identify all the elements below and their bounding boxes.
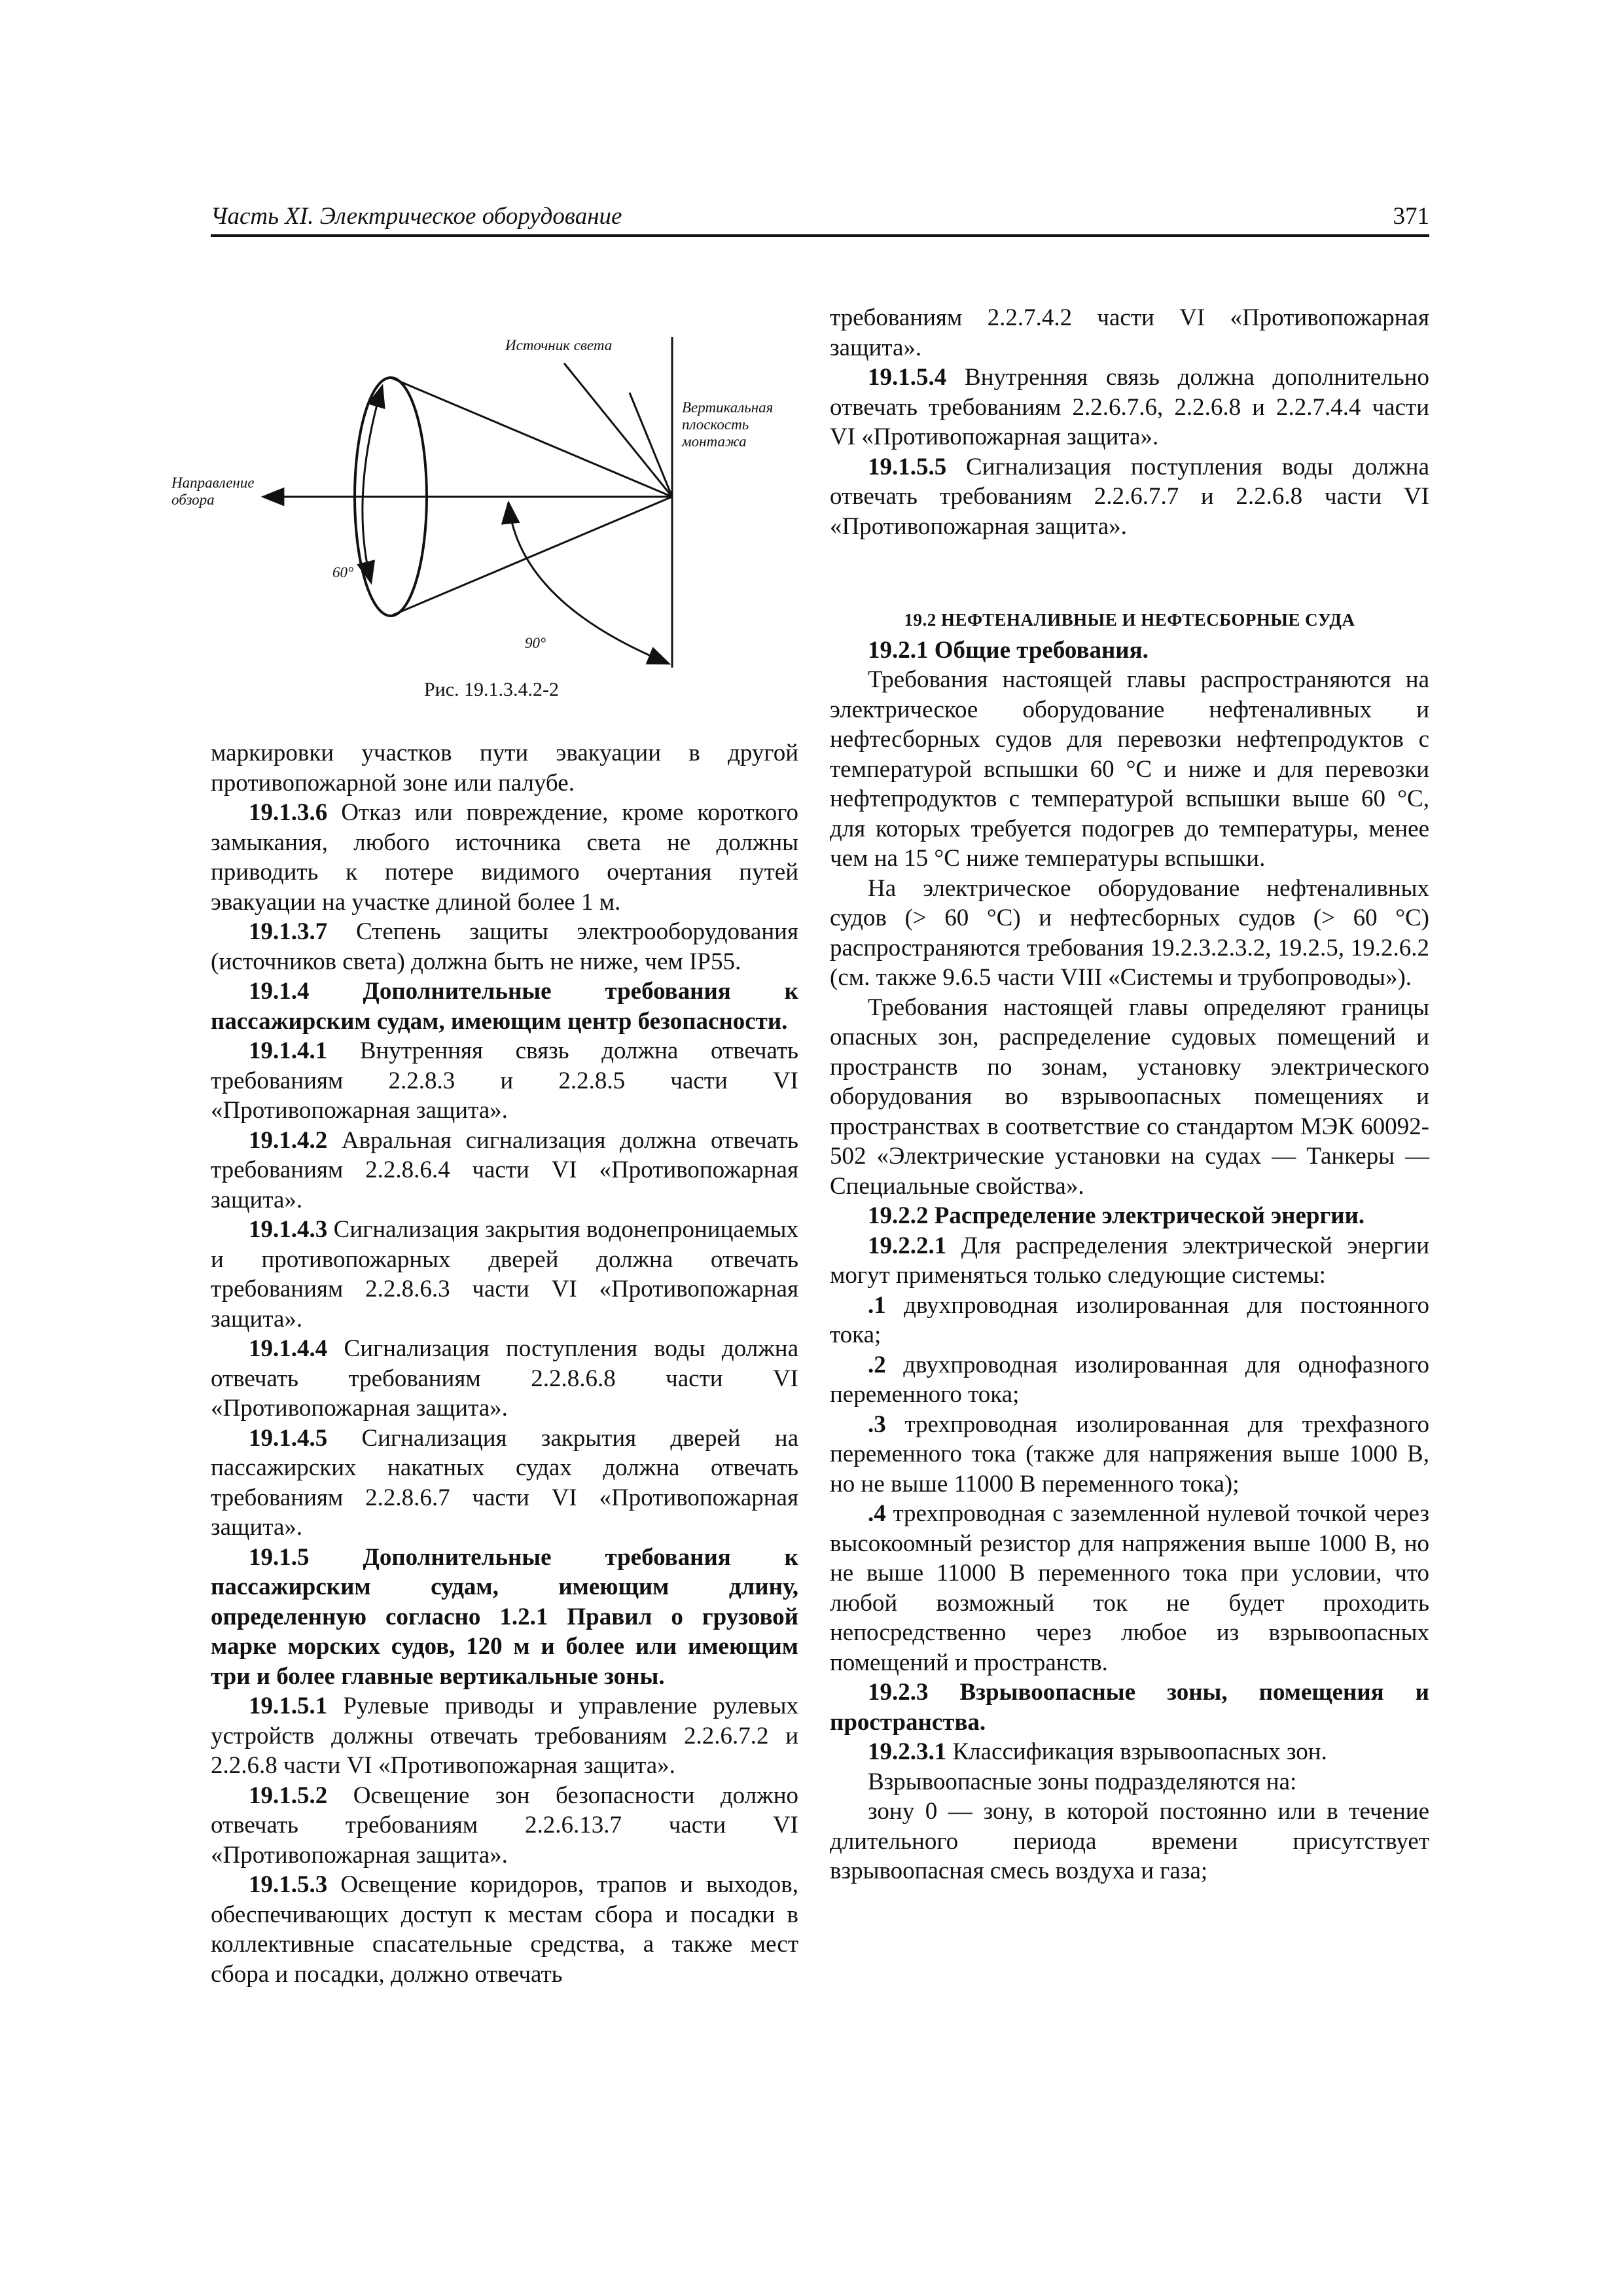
paragraph [211, 798, 798, 917]
clause-number: 19.1.5.2 [249, 1782, 328, 1809]
paragraph [830, 993, 1429, 1202]
paragraph [211, 917, 798, 977]
paragraph-text: Сигнализация поступления воды должна отвечать требованиям 2.2.8.6.8 части VI «Противопожарная защита». [211, 1335, 798, 1422]
paragraph [211, 1126, 798, 1215]
paragraph [830, 1767, 1429, 1797]
paragraph [211, 1424, 798, 1543]
paragraph [830, 1410, 1429, 1499]
page-number: 371 [1393, 203, 1429, 230]
paragraph-text: Требования настоящей главы определяют границы опасных зон, распределение судовых помещений и пространств по зонам, установку электрического оборудования во взрывоопасных помещениях и пространствах в соответствие со стандартом МЭК 60092-502 «Электрические установки на судах — Танкеры — Специальные свойства». [830, 994, 1429, 1200]
clause-number: 19.1.3.7 [249, 918, 328, 945]
paragraph-text: Освещение зон безопасности должно отвечать требованиям 2.2.6.13.7 части VI «Противопожарная защита». [211, 1782, 798, 1869]
subsection-heading: 19.2.1 Общие требования. [868, 636, 1149, 664]
clause-number: .3 [868, 1410, 886, 1438]
paragraph-text: Взрывоопасные зоны подразделяются на: [868, 1768, 1297, 1795]
paragraph [830, 1737, 1429, 1767]
clause-number: .1 [868, 1291, 886, 1319]
paragraph-text: Рулевые приводы и управление рулевых устройств должны отвечать требованиям 2.2.6.7.2 и 2.2.6.8 части VI «Противопожарная защита». [211, 1693, 798, 1779]
page-header [211, 196, 1429, 237]
subsection-heading: 19.2.2 Распределение электрической энергии. [868, 1202, 1365, 1229]
label-light-source: Источник света [505, 337, 613, 353]
paragraph-text: Внутренняя связь должна дополнительно отвечать требованиям 2.2.6.7.6, 2.2.6.8 и 2.2.7.4.4 части VI «Противопожарная защита». [830, 364, 1429, 450]
clause-number: 19.1.4.3 [249, 1216, 328, 1243]
clause-number: 19.1.3.6 [249, 799, 328, 826]
paragraph-text: двухпроводная изолированная для постоянного тока; [830, 1291, 1429, 1348]
running-title: Часть XI. Электрическое оборудование [211, 203, 622, 230]
paragraph-text: Требования настоящей главы распространяются на электрическое оборудование нефтеналивных и нефтесборных судов для перевозки нефтепродуктов с температурой вспышки 60 °С и ниже и для перевозки нефтепродуктов с температурой вспышки выше 60 °С, для которых требуется подогрев до температуры, менее чем на 15 °С ниже температуры вспышки. [830, 666, 1429, 872]
paragraph-text: зону 0 — зону, в которой постоянно или в течение длительного периода времени присутствует взрывоопасная смесь воздуха и газа; [830, 1798, 1429, 1884]
paragraph-text: требованиям 2.2.7.4.2 части VI «Противопожарная защита». [830, 304, 1429, 361]
section-gap [830, 541, 1429, 605]
paragraph-text: маркировки участков пути эвакуации в другой противопожарной зоне или палубе. [211, 740, 798, 797]
paragraph-text: Для распределения электрической энергии могут применяться только следующие системы: [830, 1232, 1429, 1289]
paragraph-text: Степень защиты электрооборудования (источников света) должна быть не ниже, чем IP55. [211, 918, 798, 975]
cone-lower-edge [391, 497, 672, 616]
paragraph-text: Отказ или повреждение, кроме короткого замыкания, любого источника света не должны приводить к потере видимого очертания путей эвакуации на участке длиной более 1 м. [211, 799, 798, 916]
paragraph [211, 1215, 798, 1334]
subsection-heading: 19.1.5 Дополнительные требования к пассажирским судам, имеющим длину, определенную согласно 1.2.1 Правил о грузовой марке морских судов, 120 м и более или имеющим три и более главные вертикальные зоны. [211, 1543, 798, 1690]
paragraph [830, 874, 1429, 993]
paragraph [830, 1499, 1429, 1677]
paragraph-text: Сигнализация поступления воды должна отвечать требованиям 2.2.6.7.7 и 2.2.6.8 части VI «Противопожарная защита». [830, 453, 1429, 540]
paragraph [830, 1231, 1429, 1291]
subsection-heading: 19.1.4 Дополнительные требования к пассажирским судам, имеющим центр безопасности. [211, 978, 798, 1035]
clause-number: 19.1.4.5 [249, 1424, 328, 1452]
paragraph [830, 1350, 1429, 1410]
clause-number: .4 [868, 1500, 886, 1527]
paragraph [211, 738, 798, 798]
clause-number: 19.2.2.1 [868, 1232, 947, 1259]
paragraph-text: Сигнализация закрытия дверей на пассажирских накатных судах должна отвечать требованиям 2.2.8.6.7 части VI «Противопожарная защита». [211, 1424, 798, 1541]
clause-number: 19.2.3.1 [868, 1738, 947, 1765]
paragraph [830, 303, 1429, 363]
paragraph-text: двухпроводная изолированная для однофазного переменного тока; [830, 1351, 1429, 1408]
paragraph [211, 1036, 798, 1126]
subsection-heading: 19.2.3 Взрывоопасные зоны, помещения и пространства. [830, 1679, 1429, 1736]
paragraph-text: Сигнализация закрытия водонепроницаемых и противопожарных дверей должна отвечать требованиям 2.2.8.6.3 части VI «Противопожарная защита». [211, 1216, 798, 1333]
paragraph-text: Классификация взрывоопасных зон. [946, 1738, 1327, 1765]
figure-light-source-diagram [171, 327, 798, 720]
paragraph [211, 1781, 798, 1871]
paragraph-text: Освещение коридоров, трапов и выходов, обеспечивающих доступ к местам сбора и посадки в коллективные спасательные средства, а также мест сбора и посадки, должно отвечать [211, 1871, 798, 1988]
clause-number: 19.1.5.3 [249, 1871, 328, 1898]
paragraph [830, 1291, 1429, 1350]
paragraph [211, 1691, 798, 1781]
label-angle-60: 60° [332, 564, 354, 581]
clause-number: 19.1.5.4 [868, 364, 947, 391]
paragraph [830, 665, 1429, 874]
figure-drawing [211, 327, 798, 668]
figure-caption: Рис. 19.1.3.4.2-2 [424, 679, 560, 700]
light-ray-1 [564, 363, 672, 497]
clause-number: .2 [868, 1351, 886, 1378]
clause-number: 19.1.4.4 [249, 1335, 328, 1362]
paragraph [830, 1797, 1429, 1886]
paragraph [830, 363, 1429, 452]
section-title: 19.2 НЕФТЕНАЛИВНЫЕ И НЕФТЕСБОРНЫЕ СУДА [904, 610, 1355, 630]
label-angle-90: 90° [525, 635, 546, 651]
paragraph [211, 1334, 798, 1424]
paragraph-text: Внутренняя связь должна отвечать требованиям 2.2.8.3 и 2.2.8.5 части VI «Противопожарная защита». [211, 1037, 798, 1124]
clause-number: 19.1.5.1 [249, 1693, 328, 1719]
paragraph [830, 452, 1429, 542]
clause-number: 19.1.4.1 [249, 1037, 328, 1064]
paragraph-text: трехпроводная изолированная для трехфазного переменного тока (также для напряжения выше 1000 В, но не выше 11000 В переменного тока); [830, 1410, 1429, 1498]
paragraph-text: трехпроводная с заземленной нулевой точкой через высокоомный резистор для напряжения выше 1000 В, но не выше 11000 В переменного тока при условии, что любой возможный ток не будет проходить непосредственно через любое из взрывоопасных помещений и пространств. [830, 1500, 1429, 1676]
paragraph-text: Авральная сигнализация должна отвечать требованиям 2.2.8.6.4 части VI «Противопожарная защита». [211, 1126, 798, 1213]
paragraph [211, 1870, 798, 1989]
right-column [830, 303, 1429, 1886]
paragraph-text: На электрическое оборудование нефтеналивных судов (> 60 °С) и нефтесборных судов (> 60 °С) распространяются требования 19.2.3.2.3.2, 19.2.5, 19.2.6.2 (см. также 9.6.5 части VIII «Системы и трубопроводы»). [830, 874, 1429, 991]
clause-number: 19.1.4.2 [249, 1126, 328, 1154]
clause-number: 19.1.5.5 [868, 453, 947, 480]
left-column [211, 738, 798, 1989]
label-view-direction: Направление обзора [171, 475, 255, 508]
label-vertical-plane: Вертикальная плоскость монтажа [682, 399, 774, 450]
